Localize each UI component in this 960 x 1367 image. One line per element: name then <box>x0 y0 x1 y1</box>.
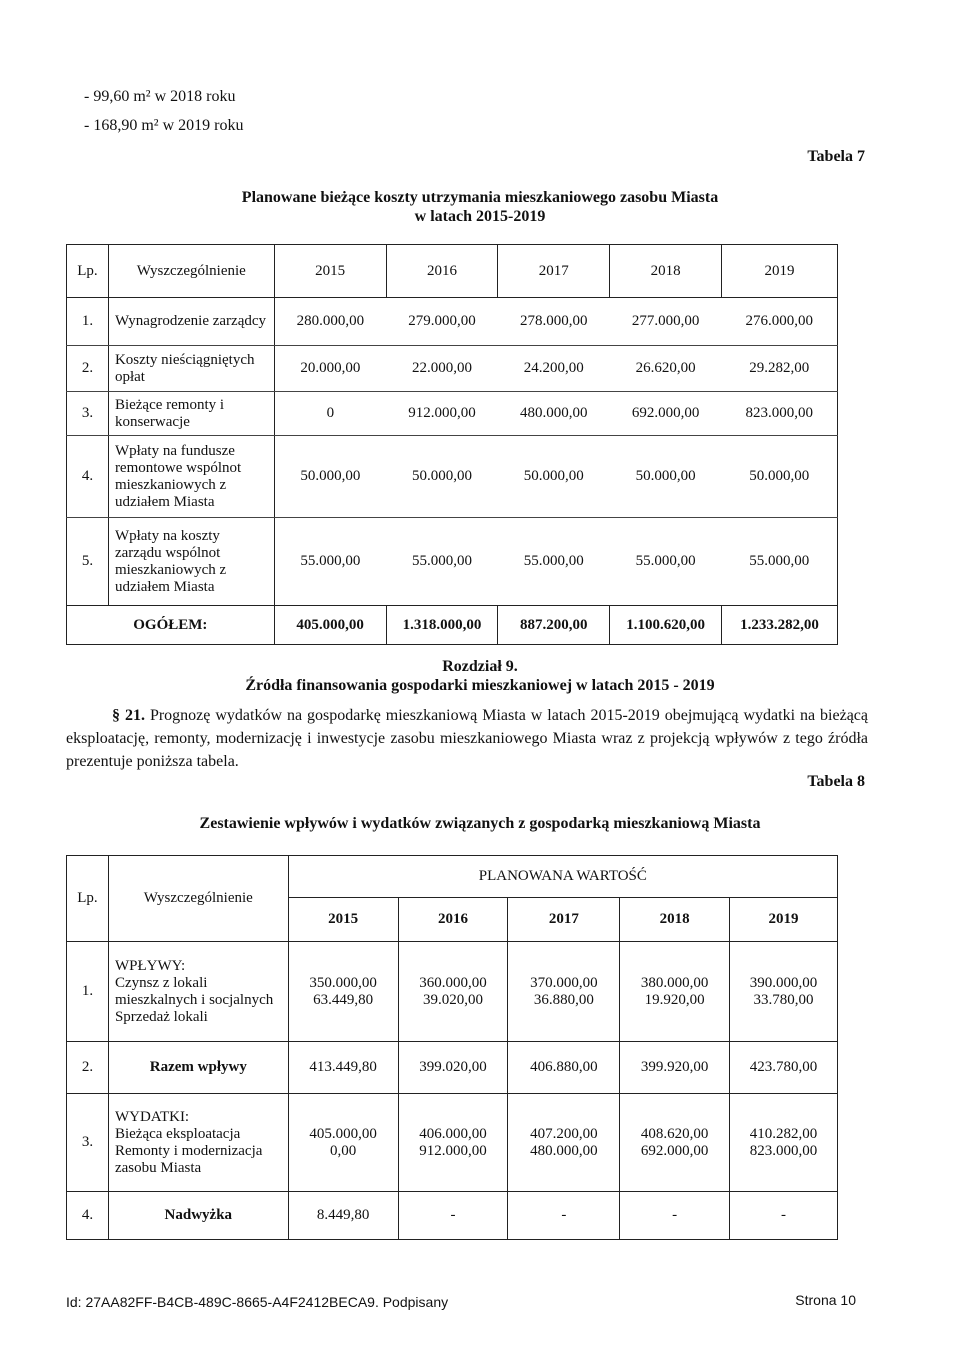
table7-row1-2017: 278.000,00 <box>498 298 610 346</box>
table8-row2-2019: 423.780,00 <box>730 1042 838 1094</box>
table8-row1-name <box>108 942 288 1042</box>
table8-row1-2018 <box>620 942 730 1042</box>
table7-row3-2018: 692.000,00 <box>610 392 722 436</box>
table8-row3-2015-b: 0,00 <box>329 1142 357 1159</box>
table8-row3-2019 <box>730 1094 838 1192</box>
table7-row3-2019: 823.000,00 <box>722 392 838 436</box>
table7-header-2016: 2016 <box>386 245 498 298</box>
table8-row3-2018-a: 408.620,00 <box>640 1125 709 1142</box>
table8-row1-2018-a: 380.000,00 <box>640 974 709 991</box>
table8-row4-lp: 4. <box>67 1192 109 1240</box>
table7-total-2018: 1.100.620,00 <box>610 606 722 645</box>
table8-row1-2018-b: 19.920,00 <box>644 991 705 1008</box>
table7-header-lp: Lp. <box>67 245 109 298</box>
table8-header-2017: 2017 <box>508 898 620 942</box>
table8-row3-2019-a: 410.282,00 <box>749 1125 818 1142</box>
table7-row3-2015: 0 <box>274 392 386 436</box>
table8-row3-2019-b: 823.000,00 <box>749 1142 818 1159</box>
table8-header-lp: Lp. <box>67 856 109 942</box>
table7-header-row <box>67 245 838 298</box>
table8-row2-name: Razem wpływy <box>108 1042 288 1094</box>
table7-row3-lp: 3. <box>67 392 109 436</box>
table8-row1-2017-a: 370.000,00 <box>530 974 598 991</box>
table7-row5-2015: 55.000,00 <box>274 518 386 606</box>
table8-row4-2017: - <box>508 1192 620 1240</box>
table8-row4-2016: - <box>398 1192 508 1240</box>
table8-row1-2017-b: 36.880,00 <box>533 991 594 1008</box>
table8-row1-2017 <box>508 942 620 1042</box>
table8-row2-2015: 413.449,80 <box>288 1042 398 1094</box>
table8-row3-2015-a: 405.000,00 <box>309 1125 377 1142</box>
table8 <box>66 855 838 1240</box>
table7-row2-2015: 20.000,00 <box>274 346 386 392</box>
table7-row4-2016: 50.000,00 <box>386 436 498 518</box>
table7-total-2016: 1.318.000,00 <box>386 606 498 645</box>
table7-row5-2019: 55.000,00 <box>722 518 838 606</box>
table8-row2-2017: 406.880,00 <box>508 1042 620 1094</box>
chapter-title: Źródła finansowania gospodarki mieszkaniowej w latach 2015 - 2019 <box>245 677 715 694</box>
table7 <box>66 244 838 645</box>
table7-row5-2016: 55.000,00 <box>411 553 472 569</box>
table7-header-2018: 2018 <box>610 245 722 298</box>
table-row <box>67 1094 838 1192</box>
table7-row3-name: Bieżące remonty i konserwacje <box>108 392 274 436</box>
table8-row1-line2: Sprzedaż lokali <box>114 1008 208 1025</box>
table-row <box>67 942 838 1042</box>
table8-row3-2017-b: 480.000,00 <box>530 1142 598 1159</box>
table8-row1-2016-a: 360.000,00 <box>419 974 487 991</box>
table8-row3-heading: WYDATKI: <box>114 1108 190 1125</box>
table7-total-2017: 887.200,00 <box>498 606 610 645</box>
table8-header-2015: 2015 <box>288 898 398 942</box>
table8-row1-2019-a: 390.000,00 <box>749 974 818 991</box>
table8-row1-line1: Czynsz z lokali mieszkalnych i socjalnych <box>114 974 274 1008</box>
table8-row2-lp: 2. <box>67 1042 109 1094</box>
table-row <box>67 1042 838 1094</box>
table8-row3-2015 <box>288 1094 398 1192</box>
table8-row3-lp: 3. <box>67 1094 109 1192</box>
table-row <box>67 518 838 606</box>
table7-row4-2018: 50.000,00 <box>610 436 722 518</box>
table-row <box>67 298 838 346</box>
table7-row5-lp: 5. <box>67 518 109 606</box>
table-row <box>67 392 838 436</box>
table7-row4-lp: 4. <box>67 436 109 518</box>
table7-title-line1: Planowane bieżące koszty utrzymania mieszkaniowego zasobu Miasta <box>241 189 719 206</box>
table8-row3-2017-a: 407.200,00 <box>530 1125 598 1142</box>
table7-row1-2015: 280.000,00 <box>274 298 386 346</box>
table7-row3-2016: 912.000,00 <box>386 392 498 436</box>
table7-header-name: Wyszczególnienie <box>108 245 274 298</box>
table8-row3-line1: Bieżąca eksploatacja <box>114 1125 241 1142</box>
table8-row1-2015 <box>288 942 398 1042</box>
table7-total-2019: 1.233.282,00 <box>722 606 838 645</box>
table8-header-2016: 2016 <box>398 898 508 942</box>
table7-title-line2: w latach 2015-2019 <box>414 208 546 225</box>
table7-header-2019: 2019 <box>722 245 838 298</box>
table7-total-row <box>67 606 838 645</box>
table7-row1-2019: 276.000,00 <box>722 298 838 346</box>
table8-row1-heading: WPŁYWY: <box>114 957 186 974</box>
table8-row1-lp: 1. <box>67 942 109 1042</box>
table8-row4-2019: - <box>730 1192 838 1240</box>
table8-header-2018: 2018 <box>620 898 730 942</box>
document-id: Id: 27AA82FF-B4CB-489C-8665-A4F2412BECA9. Podpisany <box>66 1294 449 1310</box>
table7-row2-lp: 2. <box>67 346 109 392</box>
area-line-2018: - 99,60 m² w 2018 roku <box>84 88 236 105</box>
table8-row3-2018-b: 692.000,00 <box>640 1142 709 1159</box>
table-row <box>67 1192 838 1240</box>
table7-total-label: OGÓŁEM: <box>67 606 275 645</box>
page-number: Strona 10 <box>795 1292 856 1308</box>
table7-header-2017: 2017 <box>498 245 610 298</box>
table7-row4-2015: 50.000,00 <box>274 436 386 518</box>
table8-row4-2018: - <box>620 1192 730 1240</box>
table8-header-2019: 2019 <box>730 898 838 942</box>
table8-row3-2016-a: 406.000,00 <box>419 1125 487 1142</box>
table8-row2-2016: 399.020,00 <box>398 1042 508 1094</box>
table7-row1-2016: 279.000,00 <box>386 298 498 346</box>
table7-row5-name: Wpłaty na koszty zarządu wspólnot mieszkaniowych z udziałem Miasta <box>108 518 274 606</box>
table7-row4-2017: 50.000,00 <box>498 436 610 518</box>
table8-label: Tabela 8 <box>807 773 865 790</box>
table8-row1-2015-a: 350.000,00 <box>309 974 377 991</box>
table7-row2-name: Koszty nieściągniętych opłat <box>108 346 274 392</box>
table8-row3-2016 <box>398 1094 508 1192</box>
table8-row1-2019-b: 33.780,00 <box>753 991 814 1008</box>
table7-row4-name: Wpłaty na fundusze remontowe wspólnot mieszkaniowych z udziałem Miasta <box>108 436 274 518</box>
table8-row1-2019 <box>730 942 838 1042</box>
table7-row1-name: Wynagrodzenie zarządcy <box>108 298 274 346</box>
table8-row3-2016-b: 912.000,00 <box>419 1142 487 1159</box>
table7-row2-2017: 24.200,00 <box>498 346 610 392</box>
table7-label: Tabela 7 <box>807 148 865 165</box>
table8-row3-name <box>108 1094 288 1192</box>
table8-row3-2017 <box>508 1094 620 1192</box>
table8-row1-2016 <box>398 942 508 1042</box>
table8-row4-name: Nadwyżka <box>108 1192 288 1240</box>
table7-row4-2019: 50.000,00 <box>722 436 838 518</box>
table7-total-2015: 405.000,00 <box>274 606 386 645</box>
paragraph-mark: § 21. <box>112 707 145 724</box>
chapter-number: Rozdział 9. <box>442 658 518 675</box>
table7-row3-2017: 480.000,00 <box>498 392 610 436</box>
table-row <box>67 436 838 518</box>
table8-header-row1 <box>67 856 838 898</box>
table8-row3-line2: Remonty i modernizacja zasobu Miasta <box>114 1142 263 1176</box>
table8-header-name: Wyszczególnienie <box>108 856 288 942</box>
table8-row4-2015: 8.449,80 <box>288 1192 398 1240</box>
table7-row2-2018: 26.620,00 <box>610 346 722 392</box>
paragraph-text: Prognozę wydatków na gospodarkę mieszkaniową Miasta w latach 2015-2019 obejmującą wydatki na bieżącą eksploatację, remonty, modernizację i inwestycje zasobu mieszkaniowego Miasta wraz z projekcją wpływów z tego źródła prezentuje poniższa tabela. <box>66 707 868 770</box>
table7-row1-lp: 1. <box>67 298 109 346</box>
table7-row2-2016: 22.000,00 <box>386 346 498 392</box>
table8-row3-2018 <box>620 1094 730 1192</box>
table-row <box>67 346 838 392</box>
table7-header-2015: 2015 <box>274 245 386 298</box>
table7-row1-2018: 277.000,00 <box>610 298 722 346</box>
paragraph-21 <box>66 704 868 773</box>
table8-row1-2016-b: 39.020,00 <box>422 991 483 1008</box>
table8-row2-2018: 399.920,00 <box>620 1042 730 1094</box>
table8-row1-2015-b: 63.449,80 <box>313 991 374 1008</box>
table8-title: Zestawienie wpływów i wydatków związanych z gospodarką mieszkaniową Miasta <box>199 815 761 832</box>
area-line-2019: - 168,90 m² w 2019 roku <box>84 117 244 134</box>
table7-row2-2019: 29.282,00 <box>722 346 838 392</box>
table7-row5-2018: 55.000,00 <box>635 553 696 569</box>
table8-header-group: PLANOWANA WARTOŚĆ <box>288 856 837 898</box>
table7-row5-2017: 55.000,00 <box>523 553 584 569</box>
